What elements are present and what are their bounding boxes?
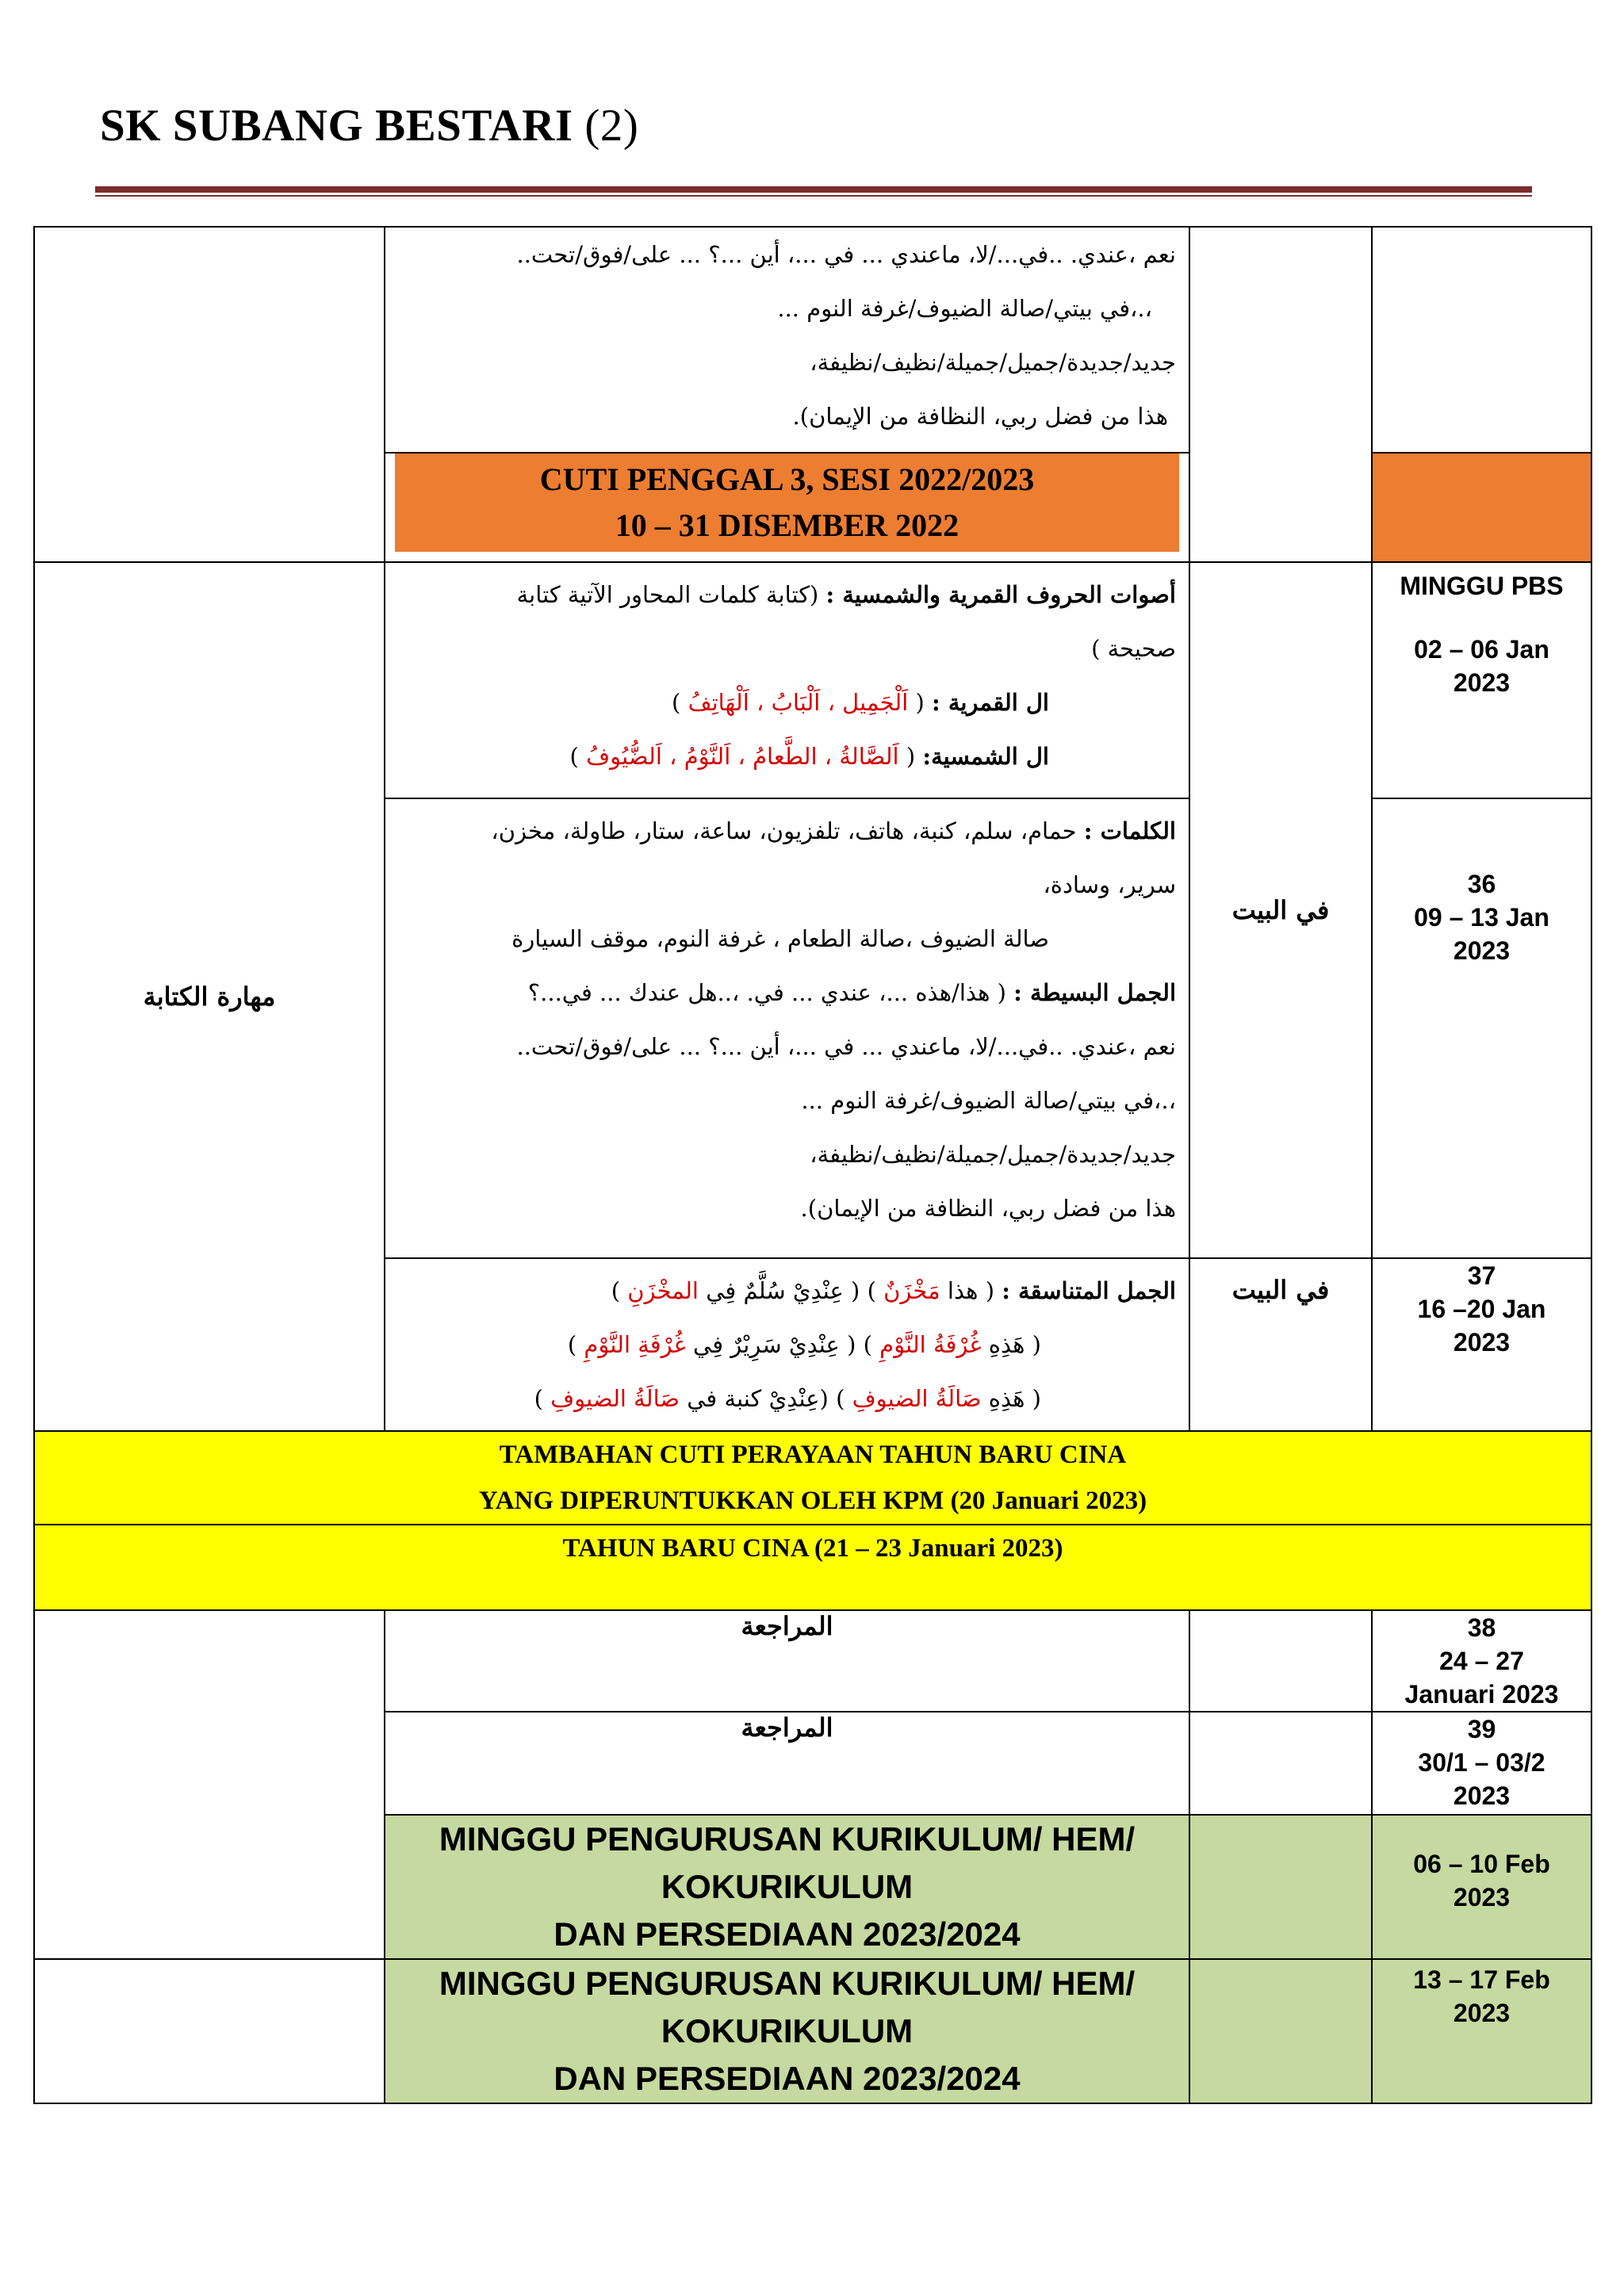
content-text: ) (عِنْدِيْ كنبة في	[687, 1385, 845, 1412]
page-title	[100, 100, 638, 151]
week-dates: 09 – 13 Jan	[1414, 903, 1549, 932]
week-cell-empty	[1372, 227, 1591, 453]
week-number: 37	[1467, 1261, 1496, 1290]
week-cell	[1372, 1815, 1591, 1959]
content-line	[393, 1318, 1176, 1372]
content-line	[393, 804, 1176, 858]
shams-label: ال الشمسية:	[922, 743, 1049, 770]
bracket: )	[672, 689, 681, 716]
table-row	[34, 562, 1591, 798]
content-line	[393, 966, 1176, 1020]
review-label: المراجعة	[741, 1611, 833, 1641]
place-cell-empty	[1189, 1959, 1372, 2103]
table-row	[34, 1431, 1591, 1525]
bracket: )	[569, 743, 579, 770]
bracket: )	[567, 1331, 577, 1358]
management-line-2: KOKURIKULUM	[661, 1868, 914, 1905]
content-cell	[385, 798, 1189, 1258]
red-word: مَخْزَنٌ	[883, 1277, 940, 1304]
header-rule-thin	[95, 195, 1532, 197]
content-heading: أصوات الحروف القمرية والشمسية :	[825, 581, 1176, 608]
holiday-banner	[34, 1525, 1591, 1610]
title-paren: (2)	[584, 101, 639, 151]
content-line: نعم ،عندي. ..في.../لا، ماعندي ... في ...، أين ...؟ ... على/فوق/تحت..	[516, 241, 1176, 268]
holiday-line-2: YANG DIPERUNTUKKAN OLEH KPM (20 Januari 2023)	[478, 1487, 1147, 1515]
holiday-banner	[34, 1431, 1591, 1525]
holiday-banner	[395, 453, 1179, 552]
content-cell	[385, 1610, 1189, 1712]
management-line-3: DAN PERSEDIAAN 2023/2024	[553, 2060, 1021, 2097]
red-word: صَالَةُ الضيوفِ	[852, 1385, 982, 1412]
content-line: هذا من فضل ربي، النظافة من الإيمان).	[800, 1195, 1176, 1222]
content-line	[393, 1372, 1176, 1425]
week-dates: 13 – 17 Feb	[1413, 1965, 1550, 1994]
title-main: SK SUBANG BESTARI	[100, 101, 573, 151]
table-row	[34, 1959, 1591, 2103]
management-line-1: MINGGU PENGURUSAN KURIKULUM/ HEM/	[439, 1820, 1136, 1858]
content-text: ( هَذِهِ	[988, 1385, 1041, 1412]
week-dates: 06 – 10 Feb	[1413, 1850, 1550, 1878]
skill-cell-empty	[34, 227, 385, 562]
week-dates: 02 – 06 Jan	[1414, 635, 1549, 664]
content-line: صحيحة )	[1091, 635, 1176, 662]
content-line: ،.،في بيتي/صالة الضيوف/غرفة النوم ...	[801, 1087, 1176, 1114]
red-word: غُرْفَةِ النَّوْمِ	[584, 1331, 686, 1358]
skill-label: مهارة الكتابة	[143, 982, 276, 1012]
place-cell	[1189, 1258, 1372, 1431]
week-number: 39	[1467, 1715, 1496, 1743]
week-cell	[1372, 1959, 1591, 2103]
content-line	[393, 1264, 1176, 1318]
place-label: في البيت	[1231, 1275, 1330, 1305]
content-line: سرير، وسادة،	[1043, 871, 1176, 898]
content-text: ( هذا	[947, 1277, 995, 1304]
content-cell	[385, 227, 1189, 453]
simple-label: الجمل البسيطة :	[1013, 979, 1176, 1006]
management-line-3: DAN PERSEDIAAN 2023/2024	[553, 1915, 1021, 1953]
week-year: 2023	[1453, 1781, 1511, 1810]
week-label: MINGGU PBS	[1400, 572, 1564, 600]
header-rule-thick	[95, 186, 1532, 193]
management-line-1: MINGGU PENGURUSAN KURIKULUM/ HEM/	[439, 1965, 1136, 2002]
content-text: ) ( عِنْدِيْ سَرِيْرٌ فِي	[693, 1331, 872, 1358]
red-word: المخْزَنِ	[627, 1277, 699, 1304]
content-cell	[385, 1712, 1189, 1815]
content-text: (كتابة كلمات المحاور الآتية كتابة	[516, 581, 819, 608]
skill-cell	[34, 562, 385, 1431]
content-line: صالة الضيوف ،صالة الطعام ، غرفة النوم، موقف السيارة	[511, 925, 1049, 952]
week-cell	[1372, 1712, 1591, 1815]
content-text: حمام، سلم، كنبة، هاتف، تلفزيون، ساعة، ستار، طاولة، مخزن،	[491, 817, 1077, 844]
content-line	[393, 729, 1176, 783]
week-cell	[1372, 1258, 1591, 1431]
red-word: صَالَةُ الضيوفِ	[550, 1385, 680, 1412]
week-dates: 30/1 – 03/2	[1418, 1748, 1545, 1777]
place-cell-empty	[1189, 1815, 1372, 1959]
bracket: )	[611, 1277, 621, 1304]
content-line: نعم ،عندي. ..في.../لا، ماعندي ... في ...، أين ...؟ ... على/فوق/تحت..	[516, 1033, 1176, 1060]
management-line-2: KOKURIKULUM	[661, 2012, 914, 2049]
bracket: (	[915, 689, 925, 716]
content-line: هذا من فضل ربي، النظافة من الإيمان).	[792, 403, 1168, 430]
week-year: 2023	[1453, 668, 1511, 697]
bracket: )	[534, 1385, 543, 1412]
content-line	[393, 675, 1176, 729]
content-line: ،.،في بيتي/صالة الضيوف/غرفة النوم ...	[777, 295, 1152, 322]
bracket: (	[906, 743, 916, 770]
week-year: 2023	[1453, 1999, 1511, 2027]
coherent-label: الجمل المتناسقة :	[1002, 1277, 1176, 1304]
table-row	[34, 1525, 1591, 1610]
qamar-words: اَلْجَمِيل ، اَلْبَابُ ، اَلْهَاتِفُ	[688, 689, 909, 716]
week-year: 2023	[1453, 1328, 1511, 1357]
holiday-line-2: 10 – 31 DISEMBER 2022	[615, 507, 959, 543]
table-row	[34, 1610, 1591, 1712]
content-cell	[385, 1258, 1189, 1431]
holiday-line-1: CUTI PENGGAL 3, SESI 2022/2023	[539, 461, 1035, 497]
week-cell	[1372, 562, 1591, 798]
week-year: Januari 2023	[1404, 1680, 1559, 1709]
week-cell	[1372, 1610, 1591, 1712]
review-label: المراجعة	[741, 1712, 833, 1743]
place-cell-empty	[1189, 227, 1372, 562]
management-cell	[385, 1959, 1189, 2103]
week-number: 36	[1467, 870, 1496, 898]
week-cell	[1372, 798, 1591, 1258]
holiday-line-1: TAMBAHAN CUTI PERAYAAN TAHUN BARU CINA	[499, 1441, 1127, 1469]
content-line: جديد/جديدة/جميل/جميلة/نظيف/نظيفة،	[810, 1141, 1176, 1168]
skill-cell-empty	[34, 1610, 385, 1959]
week-dates: 24 – 27	[1439, 1647, 1524, 1675]
management-cell	[385, 1815, 1189, 1959]
lesson-plan-table	[33, 226, 1592, 2104]
holiday-cell	[385, 453, 1189, 562]
place-cell-empty	[1189, 1712, 1372, 1815]
content-line: جديد/جديدة/جميل/جميلة/نظيف/نظيفة،	[810, 349, 1176, 376]
content-line	[393, 568, 1176, 622]
qamar-label: ال القمرية :	[932, 689, 1049, 716]
vocab-label: الكلمات :	[1083, 817, 1176, 844]
content-text: ( هَذِهِ	[988, 1331, 1041, 1358]
content-cell	[385, 562, 1189, 798]
table-row	[34, 227, 1591, 453]
place-label: في البيت	[1231, 895, 1330, 925]
week-year: 2023	[1453, 1883, 1511, 1911]
holiday-week-cell	[1372, 453, 1591, 562]
holiday-line-1: TAHUN BARU CINA (21 – 23 Januari 2023)	[562, 1534, 1063, 1563]
week-dates: 16 –20 Jan	[1417, 1295, 1546, 1323]
week-year: 2023	[1453, 936, 1511, 965]
shams-words: اَلصَّالةُ ، الطَّعامُ ، اَلنَّوْمُ ، اَلضُّيُوفُ	[586, 743, 899, 770]
skill-cell-empty	[34, 1959, 385, 2103]
week-number: 38	[1467, 1613, 1496, 1642]
content-text: ( هذا/هذه ...، عندي ... في. ،..هل عندك ... في...؟	[527, 979, 1006, 1006]
place-cell	[1189, 562, 1372, 1258]
content-text: ) ( عِنْدِيْ سُلَّمٌ فِي	[706, 1277, 876, 1304]
place-cell-empty	[1189, 1610, 1372, 1712]
red-word: غُرْفَةُ النَّوْمِ	[879, 1331, 982, 1358]
